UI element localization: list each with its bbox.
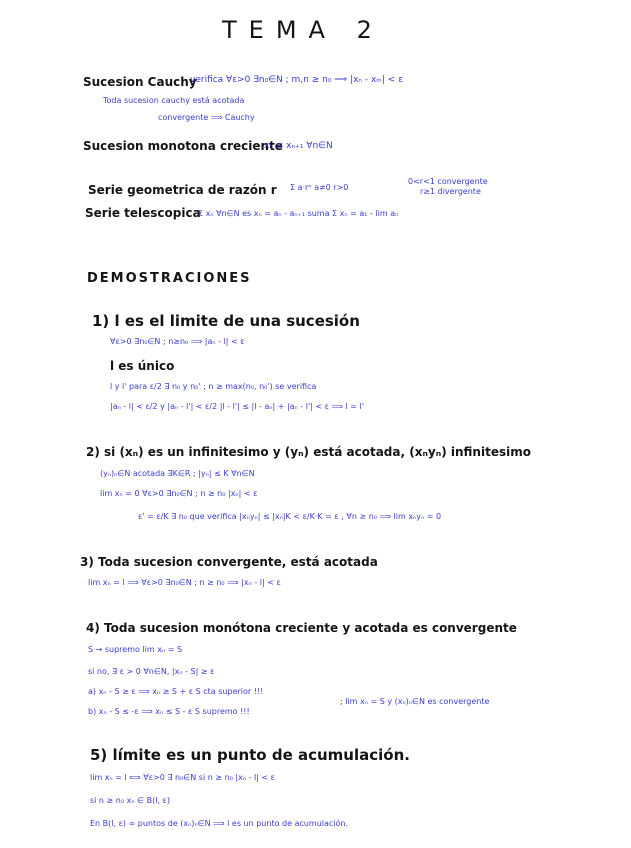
section-title-demostraciones: DEMOSTRACIONES: [87, 271, 252, 286]
demo4-line3: a) xₙ - S ≥ ε ⟹ xₙ ≥ S + ε S cta superior !!!: [88, 687, 264, 696]
demo1-line3: l y l' para ε/2 ∃ n₀ y n₀' ; n ≥ max(n₀, n₀') se verifica: [110, 382, 317, 391]
geometric-divergent: r≥1 divergente: [420, 187, 481, 196]
demo3-title: 3) Toda sucesion convergente, está acotada: [80, 555, 378, 569]
demo5-line1: lim xₙ = l ⟺ ∀ε>0 ∃ n₀∈N si n ≥ n₀ |xₙ - l| < ε: [90, 773, 276, 782]
demo1-line1: ∀ε>0 ∃n₀∈N ; n≥n₀ ⟹ |aₙ - l| < ε: [110, 337, 245, 346]
demo4-line2: si no, ∃ ε > 0 ∀n∈N, |xₙ - S| ≥ ε: [88, 667, 215, 676]
geometric-convergent: 0<r<1 convergente: [408, 177, 488, 186]
demo4-conclusion: ; lim xₙ = S y (xₙ)ₙ∈N es convergente: [340, 697, 490, 706]
geometric-label: Serie geometrica de razón r: [88, 183, 277, 197]
demo1-line2: l es único: [110, 359, 175, 373]
demo1-title: 1) l es el limite de una sucesión: [92, 312, 360, 330]
demo5-line2: si n ≥ n₀ xₙ ∈ B(l, ε): [90, 796, 170, 805]
demo4-title: 4) Toda sucesion monótona creciente y acotada es convergente: [86, 621, 517, 635]
cauchy-definition: verifica ∀ε>0 ∃n₀∈N ; m,n ≥ n₀ ⟹ |xₙ - xₘ| < ε: [190, 75, 404, 85]
cauchy-note-convergent: convergente ⟹ Cauchy: [158, 113, 255, 122]
demo2-line2: lim xₙ = 0 ∀ε>0 ∃n₀∈N ; n ≥ n₀ |xₙ| < ε: [100, 489, 258, 498]
demo2-title: 2) si (xₙ) es un infinitesimo y (yₙ) está acotada, (xₙyₙ) infinitesimo: [86, 445, 531, 459]
monotone-label: Sucesion monotona creciente: [83, 139, 283, 153]
demo3-line1: lim xₙ = l ⟹ ∀ε>0 ∃n₀∈N ; n ≥ n₀ ⟹ |xₙ - l| < ε: [88, 578, 281, 587]
cauchy-note-bounded: Toda sucesion cauchy está acotada: [103, 96, 245, 105]
page-title: TEMA 2: [222, 16, 384, 44]
telescopic-label: Serie telescopica: [85, 206, 201, 220]
cauchy-label: Sucesion Cauchy: [83, 75, 197, 89]
demo5-title: 5) límite es un punto de acumulación.: [90, 746, 410, 764]
monotone-definition: xₙ ≤ xₙ₊₁ ∀n∈N: [264, 141, 333, 151]
demo4-line1: S → supremo lim xₙ = S: [88, 645, 183, 654]
telescopic-definition: Σ xₙ ∀n∈N es xₙ = aₙ - aₙ₊₁ suma Σ xₙ = a₁ - lim aₙ: [198, 209, 399, 218]
geometric-definition: Σ a·rⁿ a≠0 r>0: [290, 183, 349, 192]
demo4-line4: b) xₙ - S ≤ -ε ⟹ xₙ ≤ S - ε S supremo !!!: [88, 707, 250, 716]
demo5-line3: En B(l, ε) ∞ puntos de (xₙ)ₙ∈N ⟹ l es un punto de acumulación.: [90, 819, 349, 828]
demo2-line1: (yₙ)ₙ∈N acotada ∃K∈R ; |yₙ| ≤ K ∀n∈N: [100, 469, 255, 478]
demo2-line3: ε' = ε/K ∃ n₀ que verifica |xₙyₙ| ≤ |xₙ|K < ε/K·K = ε , ∀n ≥ n₀ ⟹ lim xₙyₙ = 0: [138, 512, 442, 521]
demo1-line4: |aₙ - l| < ε/2 y |aₙ - l'| < ε/2 |l - l'| ≤ |l - aₙ| + |aₙ - l'| < ε ⟹ l = l': [110, 402, 364, 411]
